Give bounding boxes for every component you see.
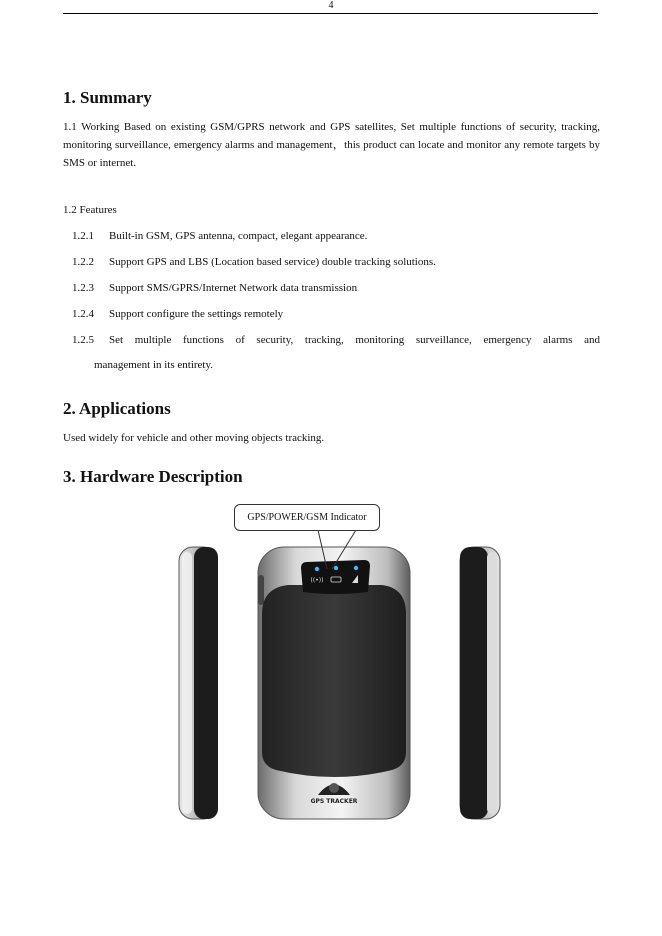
feature-text: Built-in GSM, GPS antenna, compact, elegant appearance. — [109, 230, 368, 242]
svg-text:GPS TRACKER: GPS TRACKER — [310, 798, 358, 805]
svg-text:((•)): ((•)) — [310, 577, 324, 584]
feature-item — [72, 223, 600, 249]
hardware-heading: 3. Hardware Description — [63, 467, 243, 486]
feature-text: Support GPS and LBS (Location based service) double tracking solutions. — [109, 256, 436, 268]
device-left-side-view — [179, 547, 218, 819]
features-label: 1.2 Features — [63, 204, 117, 216]
feature-text: Support configure the settings remotely — [109, 308, 284, 320]
applications-paragraph: Used widely for vehicle and other moving objects tracking. — [63, 432, 325, 444]
gps-led-icon — [315, 567, 319, 571]
gsm-led-icon — [354, 566, 358, 570]
feature-item — [72, 301, 600, 327]
feature-number: 1.2.4 — [72, 308, 94, 320]
feature-item — [72, 275, 600, 301]
feature-number: 1.2.1 — [72, 230, 94, 242]
feature-text: Set multiple functions of security, tracking, monitoring surveillance, emergency alarms and — [109, 334, 600, 346]
feature-number: 1.2.2 — [72, 256, 94, 268]
feature-continuation: management in its entirety. — [94, 359, 214, 371]
feature-item — [72, 249, 600, 275]
power-led-icon — [334, 566, 338, 570]
summary-paragraph: 1.1 Working Based on existing GSM/GPRS network and GPS satellites, Set multiple functions of security, tracking, monitoring surveillance, emergency alarms and management，this product can locate and monitor any remote targets by SMS or internet. — [63, 121, 600, 169]
applications-heading: 2. Applications — [63, 399, 171, 418]
feature-number: 1.2.5 — [72, 334, 94, 346]
gps-tracker-figure — [160, 530, 510, 825]
header-rule — [63, 13, 598, 14]
feature-number: 1.2.3 — [72, 282, 94, 294]
device-front-view — [258, 547, 410, 819]
summary-heading: 1. Summary — [63, 88, 152, 107]
page-number: 4 — [328, 0, 334, 11]
feature-item — [72, 327, 600, 353]
device-right-side-view — [460, 547, 500, 819]
indicator-callout: GPS/POWER/GSM Indicator — [234, 504, 380, 531]
feature-text: Support SMS/GPRS/Internet Network data transmission — [109, 282, 358, 294]
